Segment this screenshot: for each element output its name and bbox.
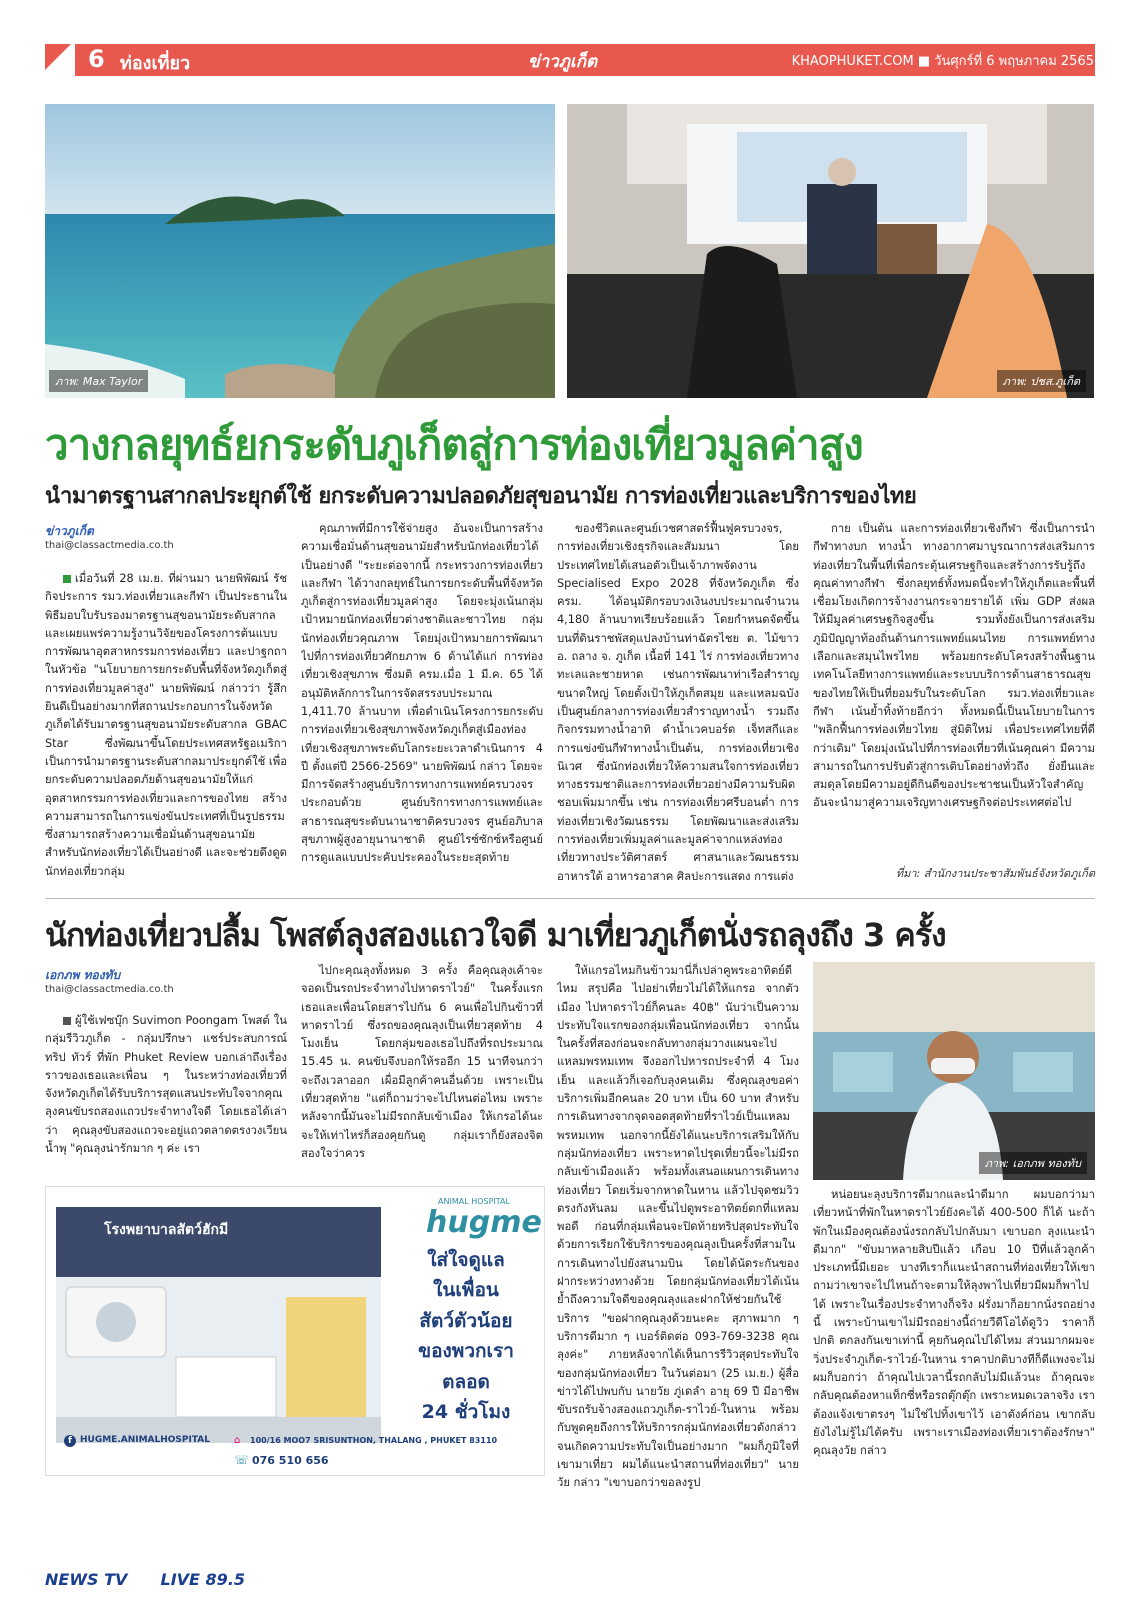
article-text: ให้แกรอไหมกินข้าวมานี่ก็เปล่าคูพระอาทิตย์ดีไหม สรุปคือ ไปอย่าเที่ยวไม่ได้ให้แกรอ จากตัวเมือง ไปหาดราไวย์ก็คนละ 40฿" นับว่าเป็นความประทับใจแรกของกลุ่มเพื่อนนักท่องเที่ยว จากนั้นในครั้งที่สองก่อนจะกลับทางกลุ่มวางแผนจะไปแหลมพรหมเทพ จึงออกไปหารถประจำที่ 4 โมงเย็น และแล้วก็เจอกับลุงคนเดิม ซึ่งคุณลุงขอค่าบริการเพิ่มอีกคนละ 20 บาท เป็น 60 บาท สำหรับการเดินทางจากจุดจอดสุดท้ายที่ราไวย์เป็นแหลมพรหมเทพ นอกจากนี้ยังได้แนะบริการเสริมให้กับกลุ่มนักท่องเที่ยว เพราะหาดไปรุดเที่ยวนี้จะไม่มีรถกลับเข้าเมืองแล้ว พร้อมทั้งเสนอแผนการเดินทางท่องเที่ยว โดยเริ่มจากหาดในหาน แล้วไปจุดชมวิวตรงกังหันลม และขึ้นไปดูพระอาทิตย์ตกที่แหลมพอดี ก่อนที่กลุ่มเพื่อนจะปิดท้ายทริปสุดประทับใจด้วยการเรียกใช้บริการของคุณลุงเป็นครั้งที่สามในการเดินทางไปยังสนามบิน โดยได้นัดระกันของฝากระหว่างทางด้วย โดยกลุ่มนักท่องเที่ยวได้เน้นย้ำถึงความใจดีของคุณลุงและฝากให้ช่วยกันใช้บริการ "ขอฝากคุณลุงด้วยนะคะ สุภาพมาก ๆ บริการดีมาก ๆ เบอร์ติดต่อ 093-769-3238 คุณลุงค่ะ" ภายหลังจากได้เห็นการรีวิวสุดประทับใจของกลุ่มนักท่องเที่ยว ในวันต่อมา (25 เม.ย.) ผู้สื่อข่าวได้ไปพบกับ นายวัย ภู่เดลำ อายุ 69 ปี มีอาชีพขับรถรับจ้างสองแถวภูเก็ต-ราไวย์-ในหาน พร้อมกับพูดคุยถึงการให้บริการกลุ่มนักท่องเที่ยวดังกล่าว จนเกิดความประทับใจเป็นอย่างมาก "ผมก็ภูมิใจที่เขามาเที่ยว ผมได้แนะนำสถานที่ท่องเที่ยว" นายวัย กล่าว "เขาบอกว่าขอลงรูป xyxy=(557,964,799,1490)
byline: ข่าวภูเก็ต xyxy=(45,524,94,538)
beach-photo xyxy=(45,104,555,398)
news-tv-logo: NEWS TV xyxy=(45,1570,128,1589)
phone-icon: ☏ xyxy=(234,1453,250,1467)
ad-slogan xyxy=(396,1245,536,1427)
article-text: ผู้ใช้เฟซบุ๊ก Suvimon Poongam โพสต์ ในกลุ่มรีวิวภูเก็ต - กลุ่มปรึกษา แชร์ประสบการณ์ ทริป ทัวร์ ที่พัก Phuket Review บอกเล่าถึงเรื่องราวของเธอและเพื่อน ๆ ในระหว่างท่องเที่ยวที่จังหวัดภูเก็ตได้รับบริการสุดแสนประทับใจจากคุณลุงคนขับรถสองแถวประจำทางใจดี โดยเธอได้เล่าว่า คุณลุงขับสองแถวจะอยู่แถวตลาดตรงวงเวียนน้ำพุ "คุณลุงน่ารักมาก ๆ ค่ะ เรา xyxy=(45,1014,287,1156)
masthead-logo: ข่าวภูเก็ต xyxy=(528,52,598,72)
slogan-line: 24 ชั่วโมง xyxy=(421,1400,511,1423)
ceremony-illustration xyxy=(567,104,1094,398)
article-text: คุณภาพที่มีการใช้จ่ายสูง อันจะเป็นการสร้างความเชื่อมั่นด้านสุขอนามัยสำหรับนักท่องเที่ยวได้เป็นอย่างดี "ระยะต่อจากนี้ กระทรวงการท่องเที่ยวและกีฬา ได้วางกลยุทธ์ในการยกระดับพื้นที่จังหวัดภูเก็ตสู่การท่องเที่ยวมูลค่าสูง โดยจะมุ่งเน้นกลุ่มเป้าหมายนักท่องเที่ยวต่างชาติและชาวไทย กลุ่มนักท่องเที่ยวคุณภาพ โดยมุ่งเป้าหมายการพัฒนาไปที่การท่องเที่ยวศักยภาพ 6 ด้านได้แก่ การท่องเที่ยวเชิงสุขภาพ ซึ่งมติ ครม.เมื่อ 1 มี.ค. 65 ได้อนุมัติหลักการในการจัดสรรงบประมาณ 1,411.70 ล้านบาท เพื่อดำเนินโครงการยกระดับการท่องเที่ยวเชิงสุขภาพจังหวัดภูเก็ตสู่เมืองท่องเที่ยวเชิงสุขภาพระดับโลกระยะเวลาดำเนินการ 4 ปี ตั้งแต่ปี 2566-2569" นายพิพัฒน์ กล่าว โดยจะมีการจัดสร้างศูนย์บริการทางการแพทย์ครบวงจรประกอบด้วย ศูนย์บริการทางการแพทย์และสาธารณสุขระดับนานาชาติครบวงจร ศูนย์อภิบาลสุขภาพผู้สูงอายุนานาชาติ ศูนย์ไรซ์ซักซ์หรือศูนย์การดูแลแบบประคับประคองในระยะสุดท้าย xyxy=(301,522,543,865)
byline-email: thai@classactmedia.co.th xyxy=(45,984,174,995)
bullet-icon xyxy=(63,1017,71,1025)
article-text: ไปกะคุณลุงทั้งหมด 3 ครั้ง คือคุณลุงเค้าจะจอดเป็นรถประจำทางไปหาดราไวย์" ในครั้งแรกเธอและเพื่อนโดยสารไปกัน 6 คนเพื่อไปกินข้าวที่หาดราไวย์ ซึ่งรถของคุณลุงเป็นเที่ยวสุดท้าย 4 โมงเย็น โดยกลุ่มของเธอไปถึงที่รถประมาณ 15.45 น. คนขับจึงบอกให้รออีก 15 นาทีจนกว่าจะถึงเวลาออก เผื่อมีลูกค้าคนอื่นด้วย เพราะเป็นเที่ยวสุดท้าย "แต่ก็ถามว่าจะไปไหนต่อไหม เพราะหลังจากนี้มันจะไม่มีรถกลับเข้าเมือง ให้เกรอได้นะ จะให้เท่าไหร่ก็สองคุยกันดู กลุ่มเราก็ยังสองจิตสองใจว่าควร xyxy=(301,964,543,1160)
article-column xyxy=(557,520,799,882)
slogan-line: ใส่ใจดูแล xyxy=(427,1249,505,1271)
beach-illustration xyxy=(45,104,555,398)
headline: วางกลยุทธ์ยกระดับภูเก็ตสู่การท่องเที่ยวมูลค่าสูง xyxy=(45,420,863,469)
article-text: กาย เป็นต้น และการท่องเที่ยวเชิงกีฬา ซึ่งเป็นการนำกีฬาทางบก ทางน้ำ ทางอากาศมาบูรณาการส่งเสริมการท่องเที่ยวในพื้นที่เพื่อกระตุ้นเศรษฐกิจและสร้างการรับรู้ถึงคุณค่าทางกีฬา ซึ่งกลยุทธ์ทั้งหมดนี้จะทำให้ภูเก็ตและพื้นที่เชื่อมโยงเกิดการจ้างงานกระจายรายได้ เพิ่ม GDP ส่งผลให้มีมูลค่าเศรษฐกิจสูงขึ้น รวมทั้งยังเป็นการส่งเสริมภูมิปัญญาท้องถิ่นด้านการแพทย์แผนไทย การแพทย์ทางเลือกและสมุนไพรไทย พร้อมยกระดับโครงสร้างพื้นฐานเทคโนโลยีทางการแพทย์และระบบบริการด้านสาธารณสุขของไทยให้เป็นที่ยอมรับในระดับโลก รมว.ท่องเที่ยวและกีฬา เน้นย้ำทิ้งท้ายอีกว่า ทั้งหมดนี้เป็นนโยบายในการ "พลิกฟื้นการท่องเที่ยวไทย สู่มิติใหม่ เพื่อประเทศไทยที่ดีกว่าเดิม" โดยมุ่งเน้นไปที่การท่องเที่ยวที่เน้นคุณค่า มีความสามารถในการปรับตัวสู่การเติบโตอย่างทั่วถึง ยั่งยืนและสมดุลโดยมีความอยู่ดีกินดีของประชาชนเป็นหัวใจสำคัญ อันจะนำมาสู่ความเจริญทางเศรษฐกิจต่อประเทศต่อไป xyxy=(813,522,1095,810)
clinic-interior-image xyxy=(56,1207,381,1443)
ad-address: 100/16 MOO7 SRISUNTHON, THALANG , PHUKET 83110 xyxy=(250,1436,498,1445)
article-column xyxy=(557,962,799,1577)
clinic-sign: โรงพยาบาลสัตว์ฮักมี xyxy=(104,1222,229,1238)
article-column xyxy=(813,520,1095,860)
photo-credit: ภาพ: เอกภพ ทองทับ xyxy=(979,1152,1087,1174)
site-date: KHAOPHUKET.COM ■ วันศุกร์ที่ 6 พฤษภาคม 2565 xyxy=(791,54,1094,69)
slogan-line: ตลอด xyxy=(442,1370,490,1393)
article-column xyxy=(45,1012,287,1177)
article-text: เมื่อวันที่ 28 เม.ย. ที่ผ่านมา นายพิพัฒน์ รัชกิจประการ รมว.ท่องเที่ยวและกีฬา เป็นประธานในพิธีมอบใบรับรองมาตรฐานสุขอนามัยระดับสากล และเผยแพร่ความรู้งานวิจัยของโครงการต้นแบบการพัฒนาอุตสาหกรรมการท่องเที่ยว และปาฐกถาในหัวข้อ "นโยบายการยกระดับพื้นที่จังหวัดภูเก็ตสู่การท่องเที่ยวมูลค่าสูง" นายพิพัฒน์ กล่าวว่า รู้สึกยินดีเป็นอย่างมากที่สถานประกอบการในจังหวัดภูเก็ตได้รับมาตรฐานสุขอนามัยระดับสากล GBAC Star ซึ่งพัฒนาขึ้นโดยประเทศสหรัฐอเมริกา เป็นการนำมาตรฐานระดับสากลมาประยุกต์ใช้ เพื่อยกระดับความปลอดภัยด้านสุขอนามัยให้แก่อุตสาหกรรมการท่องเที่ยวและการของไทย สร้างความสามารถในการแข่งขันประเทศที่เป็นรูปธรรม ซึ่งสามารถสร้างความเชื่อมั่นด้านสุขอนามัยสำหรับนักท่องเที่ยวได้เป็นอย่างดี และจะช่วยดึงดูดนักท่องเที่ยวกลุ่ม xyxy=(45,572,287,878)
live-radio-logo: LIVE 89.5 xyxy=(160,1570,246,1589)
byline: เอกภพ ทองทับ xyxy=(45,968,121,982)
slogan-line: สัตว์ตัวน้อย xyxy=(419,1309,513,1332)
bullet-icon xyxy=(63,575,71,583)
ad-phone: 076 510 656 xyxy=(252,1454,329,1467)
article-text: ของชีวิตและศูนย์เวชศาสตร์ฟื้นฟูครบวงจร, การท่องเที่ยวเชิงธุรกิจและสัมมนา โดยประเทศไทยได้เสนอตัวเป็นเจ้าภาพจัดงาน Specialised Expo 2028 ที่จังหวัดภูเก็ต ซึ่ง ครม. ได้อนุมัติกรอบวงเงินงบประมาณจำนวน 4,180 ล้านบาทเรียบร้อยแล้ว โดยกำหนดจัดขึ้นบนที่ดินราชพัสดุแปลงบ้านท่าฉัตรไชย ต. ไม้ขาว อ. ถลาง จ. ภูเก็ต เนื้อที่ 141 ไร่ การท่องเที่ยวทางทะเลและชายหาด เช่นการพัฒนาท่าเรือสำราญขนาดใหญ่ โดยตั้งเป้าให้ภูเก็ตสมุย และแหลมฉบังเป็นศูนย์กลางการท่องเที่ยวสำราญทางน้ำ รวมถึงกิจกรรมทางน้ำอาทิ ดำน้ำเวคบอร์ด เจ็ทสกีและการแข่งขันกีฬาทางน้ำเป็นต้น, การท่องเที่ยวเชิงนิเวศ ซึ่งนักท่องเที่ยวให้ความสนใจการท่องเที่ยวทางธรรมชาติและการท่องเที่ยวอย่างมีความรับผิดชอบเพิ่มมากขึ้น เช่น การท่องเที่ยวศรีบอนต่ำ การท่องเที่ยวเชิงวัฒนธรรม โดยพัฒนาและส่งเสริมการท่องเที่ยวเพิ่มมูลค่าและมูลค่าจากแหล่งท่องเที่ยวทางประวัติศาสตร์ ศาสนาและวัฒนธรรมอาหารใต้ อาหารอาสาค ศิลปะการแสดง การแต่ง xyxy=(557,522,799,882)
ad-brand: hugme xyxy=(426,1205,542,1240)
photo-credit: ภาพ: Max Taylor xyxy=(49,370,148,392)
ad-label: ANIMAL HOSPITAL xyxy=(438,1197,510,1206)
footer-logos xyxy=(45,1570,245,1589)
brand-corner-icon xyxy=(45,44,75,76)
slogan-line: ของพวกเรา xyxy=(418,1340,514,1363)
article-column xyxy=(813,1186,1095,1577)
section-title: ท่องเที่ยว xyxy=(120,53,191,74)
slogan-line: ในเพื่อน xyxy=(433,1279,499,1302)
article-column xyxy=(301,520,543,882)
byline-email: thai@classactmedia.co.th xyxy=(45,540,174,551)
driver-illustration xyxy=(813,962,1095,1180)
page-number: 6 xyxy=(88,45,105,73)
ceremony-photo xyxy=(567,104,1094,398)
article-column xyxy=(45,570,287,882)
section-divider xyxy=(45,898,1095,899)
driver-photo xyxy=(813,962,1095,1180)
article-column xyxy=(301,962,543,1177)
advertisement xyxy=(45,1186,545,1476)
source-credit: ที่มา: สำนักงานประชาสัมพันธ์จังหวัดภูเก็ต xyxy=(895,867,1095,880)
subheadline: นำมาตรฐานสากลประยุกต์ใช้ ยกระดับความปลอดภัยสุขอนามัย การท่องเที่ยวและบริการของไทย xyxy=(45,484,917,509)
article-text: หน่อยนะลุงบริการดีมากและนำดีมาก ผมบอกว่ามาเที่ยวหน้าที่พักในหาดราไวย์ยังคะได้ 400-500 ก็ได้ นะถ้าพักในเมืองคุณต้องนั่งรถกลับไปกลับมา เขาบอก ลุงแนะนำดีมาก" "ขับมาหลายสิบปีแล้ว เกือบ 10 ปีที่แล้วลูกค้าประเภทนี้มีเยอะ บางทีเราก็แนะนำสถานที่ท่องเที่ยวให้เขา ถามว่าเขาจะไปไหนถ้าจะตามให้ลุงพาไปเที่ยวมีผมก็พาไปได้ เพราะในเรื่องประจำทางก็จริง ฝรั่งมาก็อยากนั่งรถอย่างนี้ เพราะบ้านเขาไม่มีรถอย่างนี้ถ่ายวีดีโอได้ดูวิว ราคาก็ปกติ ตกลงกันเขาเท่านี้ คุยกันคุณไปได้ไหม ส่วนมากผมจะวิ่งประจำภูเก็ต-ราไวย์-ในหาน ราคาปกติบางทีก็ดีแพงจะไม่ผมก็บอกว่า ถ้าคุณไปเวลานี้รถกลับไม่มีแล้วนะ ถ้าคุณจะกลับคุณต้องหาแท็กซี่หรือรถตุ๊กตุ๊ก เพราะหมดเวลาจริง เราต้องแจ้งเขาตรงๆ ไม่ใช่ไปทิ้งเขาไว้ เอาตังค์ก่อน เขากลับยังไงไม่รู้ไม่ได้ครับ เพราะเราเมืองท่องเที่ยวเราต้องรักษา" คุณลุงวัย กล่าว xyxy=(813,1188,1095,1458)
facebook-handle: HUGME.ANIMALHOSPITAL xyxy=(80,1435,211,1445)
facebook-icon: f xyxy=(64,1435,76,1447)
photo-credit: ภาพ: ปชส.ภูเก็ต xyxy=(997,370,1086,392)
location-icon: ⌂ xyxy=(234,1435,241,1446)
headline: นักท่องเที่ยวปลื้ม โพสต์ลุงสองแถวใจดี มาเที่ยวภูเก็ตนั่งรถลุงถึง 3 ครั้ง xyxy=(45,916,946,954)
